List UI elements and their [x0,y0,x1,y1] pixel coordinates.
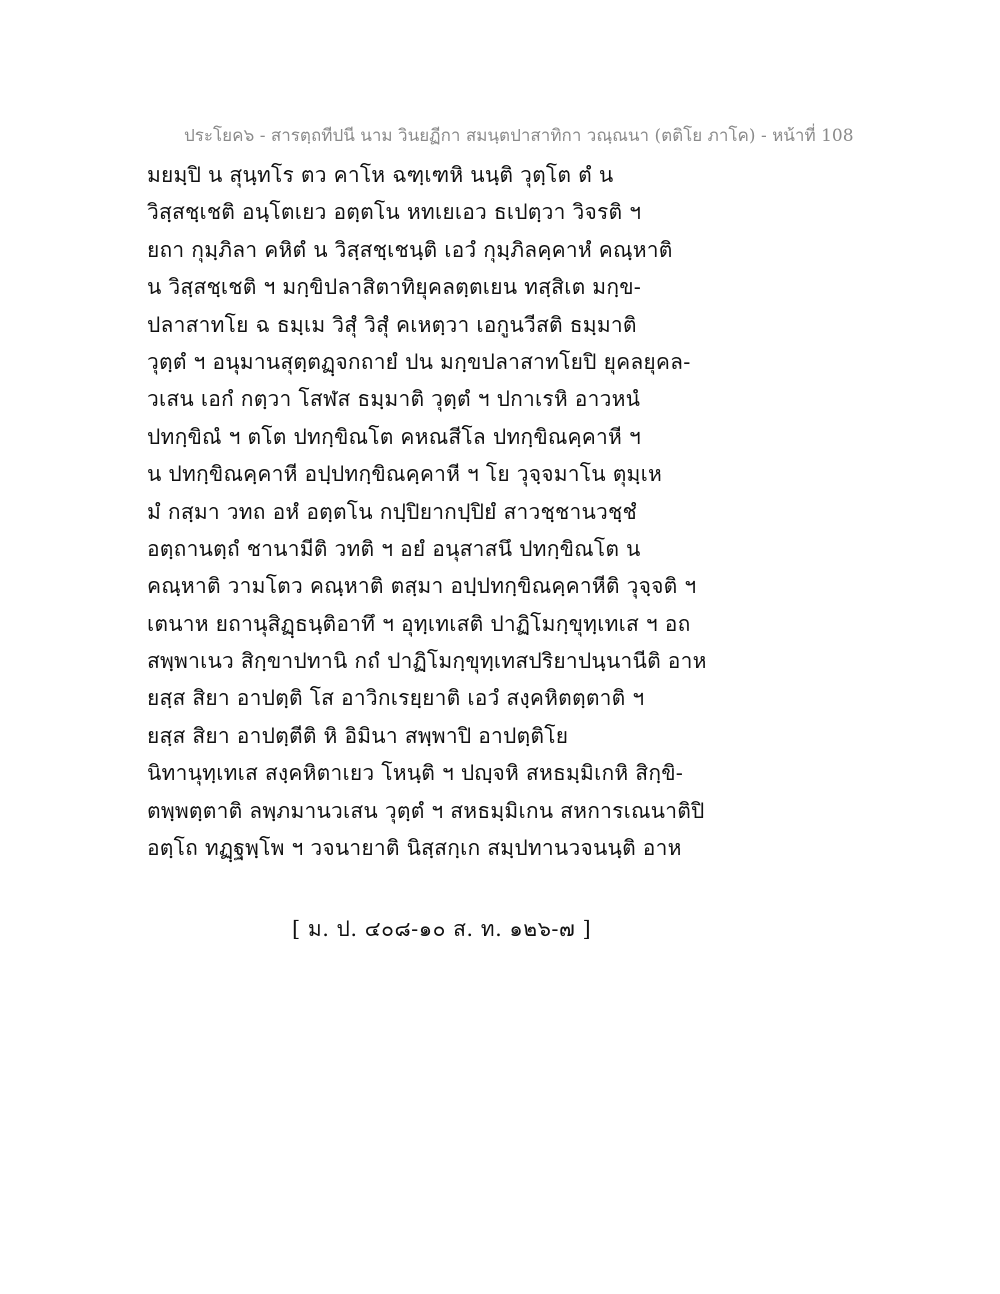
text-line: ปลาสาทโย ฉ ธมฺเม วิสุํ วิสุํ คเหตฺวา เอกูนวีสติ ธมฺมาติ [147,312,637,337]
text-line: ปทกฺขิณํ ฯ ตโต ปทกฺขิณโต คหณสีโล ปทกฺขิณคฺคาหี ฯ [147,424,641,449]
source-reference: [ ม. ป. ๔๐๘-๑๐ ส. ท. ๑๒๖-๗ ] [292,917,592,941]
text-line: ตพฺพตฺตาติ ลพฺภมานวเสน วุตฺตํ ฯ สหธมฺมิเกน สหการเณนาติปิ [147,798,705,823]
text-line: คณฺหาติ วามโตว คณฺหาติ ตสฺมา อปฺปทกฺขิณคฺคาหีติ วุจฺจติ ฯ [147,574,697,599]
text-line: วุตฺตํ ฯ อนุมานสุตฺตฏฺจกถายํ ปน มกฺขปลาสาทโยปิ ยุคลยุคล- [147,349,691,374]
text-line: วิสฺสชฺเชติ อนฺโตเยว อตฺตโน หทเยเอว ธเปตฺวา วิจรติ ฯ [147,200,642,225]
text-line: ยสฺส สิยา อาปตฺตีติ หิ อิมินา สพฺพาปิ อาปตฺติโย [147,723,569,748]
text-line: มํ กสฺมา วทถ อหํ อตฺตโน กปฺปิยากปฺปิยํ สาวชฺชานวชฺชํ [147,499,637,524]
text-line: น ปทกฺขิณคฺคาหี อปฺปทกฺขิณคฺคาหี ฯ โย วุจฺจมาโน ตุมฺเห [147,462,663,487]
text-line: เตนาห ยถานุสิฏฺธนฺติอาทึ ฯ อุทฺเทเสติ ปาฏิโมกฺขุทฺเทเส ฯ อถ [147,611,691,636]
text-line: สพฺพาเนว สิกฺขาปทานิ กถํ ปาฏิโมกฺขุทฺเทสปริยาปนฺนานีติ อาห [147,649,707,674]
text-line: น วิสฺสชฺเชติ ฯ มกฺขิปลาสิตาทิยุคลตฺตเยน ทสฺสิเต มกฺข- [147,275,642,300]
text-line: นิทานุทฺเทเส สงฺคหิตาเยว โหนฺติ ฯ ปญฺจหิ สหธมฺมิเกหิ สิกฺขิ- [147,761,684,786]
text-line: อตฺถานตฺถํ ชานามีติ วทติ ฯ อยํ อนุสาสนึ ปทกฺขิณโต น [147,536,641,561]
text-line: อตฺโถ ทฏฺฐพฺโพ ฯ วจนายาติ นิสฺสกฺเก สมฺปทานวจนนฺติ อาห [147,836,682,861]
body-text [147,157,707,867]
running-header: ประโยค๖ - สารตฺถทีปนี นาม วินยฏีกา สมนฺตปาสาทิกา วณฺณนา (ตติโย ภาโค) - หน้าที่ 108 [184,126,854,146]
text-line: ยถา กุมฺภิลา คหิตํ น วิสฺสชฺเชนฺติ เอวํ กุมฺภิลคฺคาหํ คณฺหาติ [147,237,673,262]
text-line: วเสน เอกํ กตฺวา โสฬส ธมฺมาติ วุตฺตํ ฯ ปกาเรหิ อาวหนํ [147,387,641,412]
text-line: ยสฺส สิยา อาปตฺติ โส อาวิกเรยฺยาติ เอวํ สงฺคหิตตฺตาติ ฯ [147,686,645,711]
text-line: มยมฺปิ น สุนฺทโร ตว คาโห ฉฑฺเฑหิ นนฺติ วุตฺโต ตํ น [147,163,614,187]
